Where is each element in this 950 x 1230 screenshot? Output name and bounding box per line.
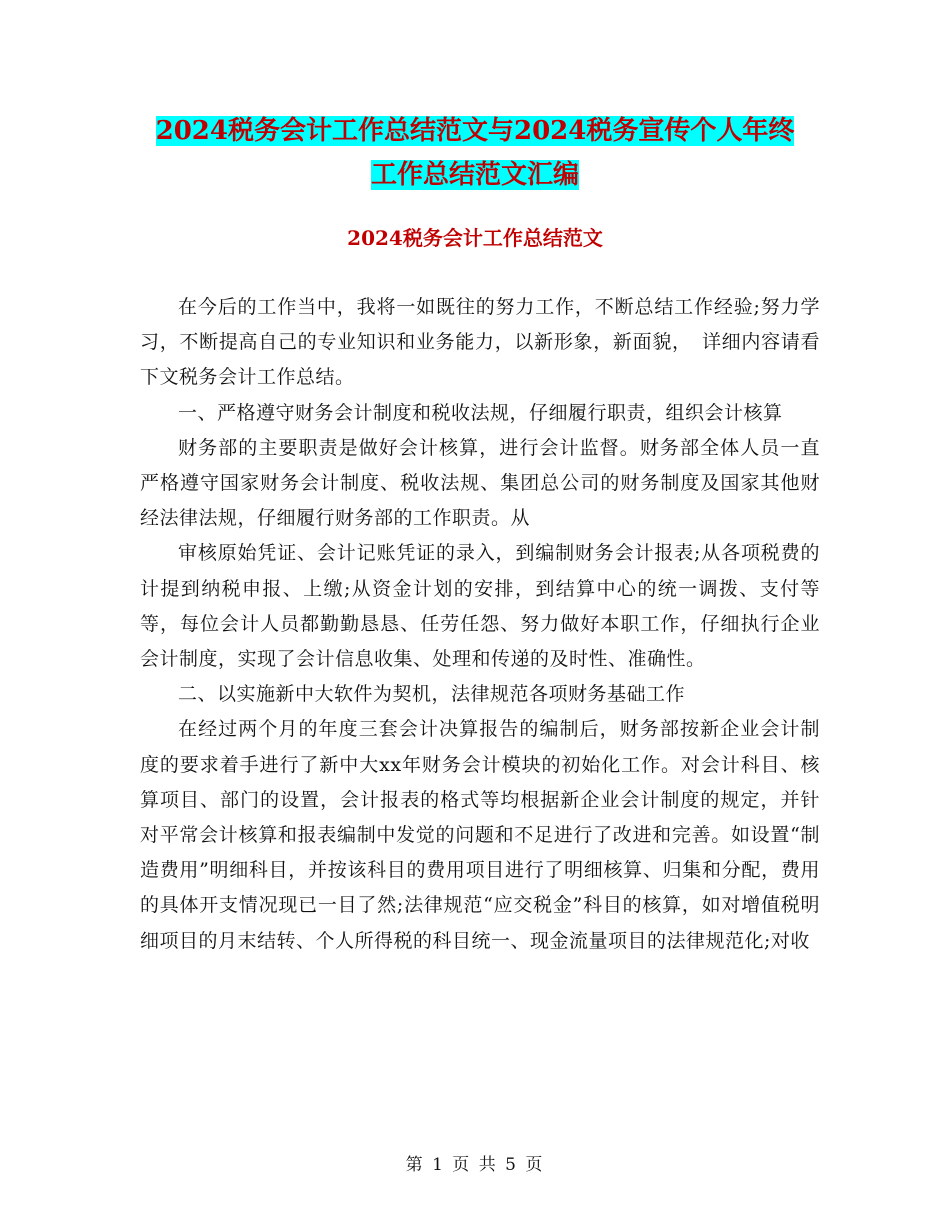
document-title-highlight-1: 2024税务会计工作总结范文与2024税务宣传个人年终 [155, 116, 795, 146]
paragraph-audit: 审核原始凭证、会计记账凭证的录入，到编制财务会计报表;从各项税费的计提到纳税申报、上缴;从资金计划的安排，到结算中心的统一调拨、支付等等，每位会计人员都勤勤恳恳、任劳任怨、努力做好本职工作，仔细执行企业会计制度，实现了会计信息收集、处理和传递的及时性、准确性。 [140, 542, 820, 671]
paragraph-intro: 在今后的工作当中，我将一如既往的努力工作，不断总结工作经验;努力学习，不断提高自己的专业知识和业务能力，以新形象，新面貌， 详细内容请看下文税务会计工作总结。 [140, 296, 820, 389]
paragraph-duties: 财务部的主要职责是做好会计核算，进行会计监督。财务部全体人员一直严格遵守国家财务会计制度、税收法规、集团总公司的财务制度及国家其他财经法律法规，仔细履行财务部的工作职责。从 [140, 436, 820, 530]
document-body [140, 290, 820, 959]
document-title-line-2 [0, 150, 950, 200]
paragraph-heading-2: 二、以实施新中大软件为契机，法律规范各项财务基础工作 [178, 683, 686, 706]
document-title-highlight-2: 工作总结范文汇编 [370, 160, 579, 190]
page-footer: 第 1 页 共 5 页 [405, 1155, 545, 1175]
document-title-line-1 [0, 106, 950, 156]
paragraph-heading-1: 一、严格遵守财务会计制度和税收法规，仔细履行职责，组织会计核算 [178, 401, 783, 424]
section-title: 2024税务会计工作总结范文 [347, 226, 603, 250]
paragraph-software: 在经过两个月的年度三套会计决算报告的编制后，财务部按新企业会计制度的要求着手进行了新中大xx年财务会计模块的初始化工作。对会计科目、核算项目、部门的设置，会计报表的格式等均根据新企业会计制度的规定，并针对平常会计核算和报表编制中发觉的问题和不足进行了改进和完善。如设置“制造费用”明细科目，并按该科目的费用项目进行了明细核算、归集和分配，费用的具体开支情况现已一目了然;法律规范“应交税金”科目的核算，如对增值税明细项目的月末结转、个人所得税的科目统一、现金流量项目的法律规范化;对收 [140, 718, 820, 952]
